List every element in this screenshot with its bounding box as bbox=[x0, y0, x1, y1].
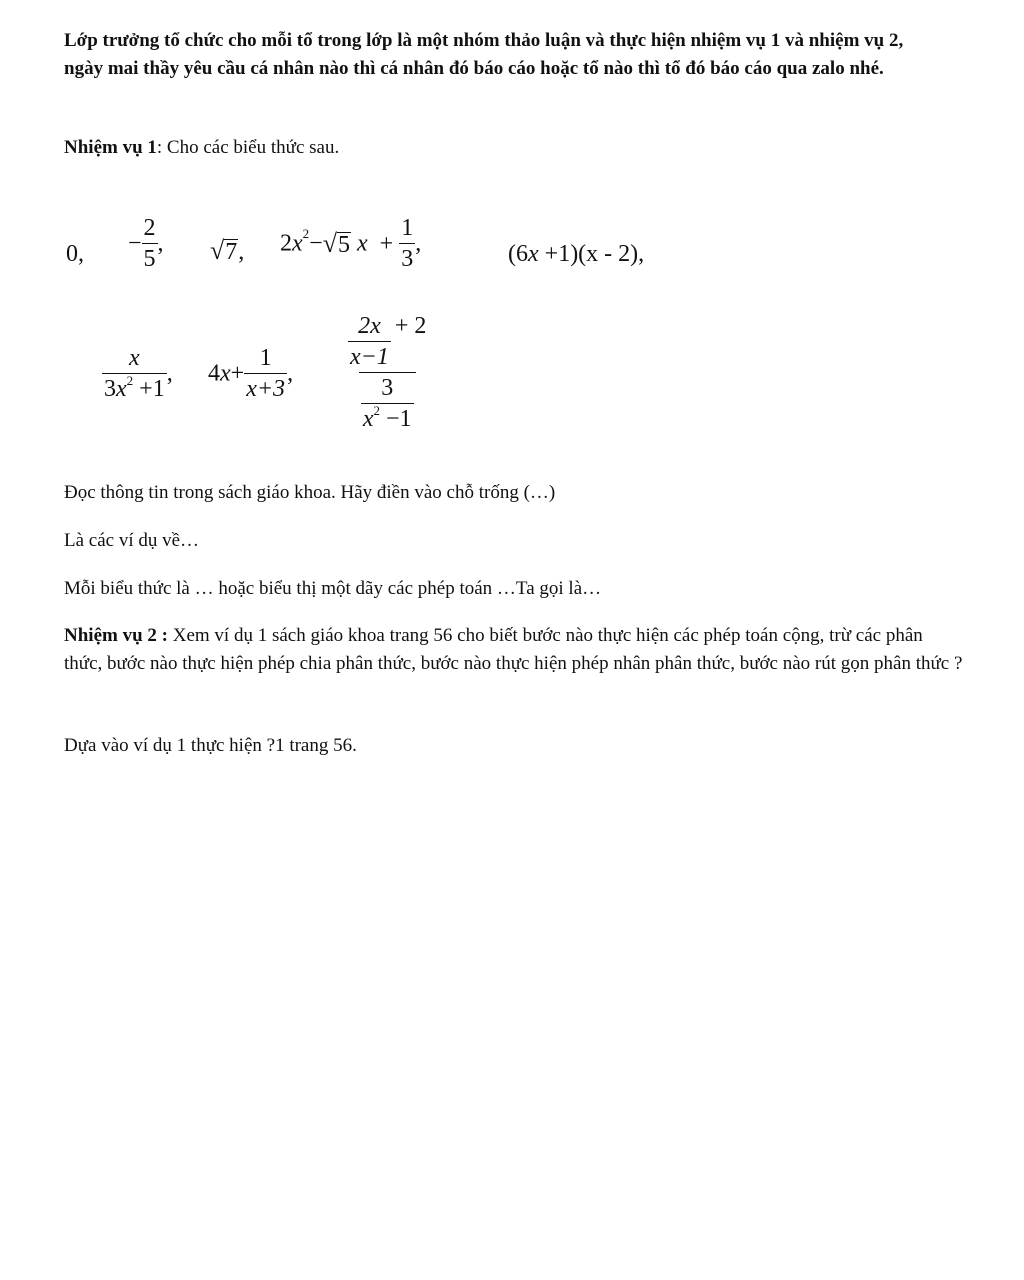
radical-icon: √ bbox=[322, 228, 337, 258]
fraction-numerator: 1 bbox=[259, 345, 272, 371]
fraction-denominator: 3 bbox=[399, 243, 415, 271]
var-x: x bbox=[356, 230, 368, 257]
var-x: x bbox=[292, 230, 303, 257]
sqrt-symbol bbox=[210, 238, 238, 264]
comma: , bbox=[238, 239, 245, 265]
fraction-3-over-x2minus1 bbox=[361, 376, 414, 431]
exponent: 2 bbox=[302, 226, 310, 242]
task-1-text: : Cho các biểu thức sau. bbox=[156, 137, 340, 158]
task-2-label: Nhiệm vụ 2 : bbox=[64, 625, 168, 646]
comma: , bbox=[415, 230, 422, 257]
fraction-2-5 bbox=[142, 216, 158, 271]
product-rest: +1)(x - 2), bbox=[538, 241, 645, 267]
fraction-1-3 bbox=[399, 216, 415, 271]
coef: 2 bbox=[280, 230, 292, 257]
comma: , bbox=[166, 360, 173, 387]
expr-rational-2 bbox=[208, 346, 293, 401]
expr-product bbox=[508, 242, 644, 266]
fraction-denominator: 5 bbox=[142, 243, 158, 271]
expr-rational-1 bbox=[102, 346, 173, 401]
task-2-paragraph bbox=[64, 622, 964, 678]
var-x: x bbox=[528, 241, 539, 267]
intro-paragraph: Lớp trưởng tổ chức cho mỗi tổ trong lớp là một nhóm thảo luận và thực hiện nhiệm vụ 1 và nhiệm vụ 2, ngày mai thầy yêu cầu cá nhân nào thì cá nhân đó báo cáo hoặc tổ nào thì tổ đó báo cáo qua zalo nhé. bbox=[64, 30, 904, 79]
comma: , bbox=[287, 360, 294, 387]
expr-zero: 0, bbox=[66, 241, 84, 267]
fraction-1-over-xplus3 bbox=[244, 346, 287, 401]
expr-neg-fraction bbox=[128, 216, 164, 271]
fraction-numerator: 3 bbox=[381, 375, 394, 401]
exponent: 2 bbox=[126, 373, 134, 388]
coef: 3 bbox=[104, 376, 116, 402]
radicand: 5 bbox=[337, 231, 350, 258]
expr-polynomial bbox=[280, 216, 421, 271]
task-1-heading bbox=[64, 134, 964, 162]
fraction-2x-over-xminus1 bbox=[348, 314, 391, 369]
examples-of-line: Là các ví dụ về… bbox=[64, 530, 200, 551]
plus-sign: + bbox=[379, 230, 394, 257]
coef: 4 bbox=[208, 360, 220, 387]
minus-sign: − bbox=[309, 230, 323, 257]
fraction-numerator: 1 bbox=[401, 215, 414, 241]
var-x: x bbox=[220, 360, 231, 387]
den-rest: +1 bbox=[133, 376, 165, 402]
each-expression-line: Mỗi biểu thức là … hoặc biểu thị một dãy các phép toán …Ta gọi là… bbox=[64, 578, 602, 599]
fraction-x-over-3x2plus1 bbox=[102, 346, 167, 401]
fraction-denominator: x−1 bbox=[348, 341, 391, 369]
expr-sqrt-7 bbox=[210, 238, 244, 264]
plus-sign: + bbox=[230, 360, 245, 387]
fraction-denominator bbox=[361, 403, 414, 431]
read-instruction: Đọc thông tin trong sách giáo khoa. Hãy điền vào chỗ trống (…) bbox=[64, 482, 556, 503]
fraction-denominator: x+3 bbox=[244, 373, 287, 401]
compound-fraction bbox=[346, 314, 428, 431]
fraction-numerator: 2 bbox=[143, 215, 156, 241]
task-1-label: Nhiệm vụ 1 bbox=[64, 137, 157, 158]
expr-compound-fraction bbox=[346, 314, 428, 431]
var-x: x bbox=[116, 376, 127, 402]
comma: , bbox=[157, 230, 164, 257]
exponent: 2 bbox=[373, 403, 380, 418]
fraction-denominator bbox=[102, 373, 167, 401]
based-on-line: Dựa vào ví dụ 1 thực hiện ?1 trang 56. bbox=[64, 735, 357, 756]
den-rest: −1 bbox=[380, 406, 412, 432]
product-open: (6 bbox=[508, 241, 528, 267]
radical-icon: √ bbox=[210, 236, 225, 265]
plus-two: + 2 bbox=[394, 313, 427, 339]
fraction-numerator: x bbox=[129, 345, 140, 371]
expr-neg-sign: − bbox=[128, 230, 142, 257]
compound-denominator bbox=[359, 372, 416, 431]
radicand: 7 bbox=[225, 239, 238, 265]
task-2-text: Xem ví dụ 1 sách giáo khoa trang 56 cho biết bước nào thực hiện các phép toán cộng, trừ các phân thức, bước nào thực hiện phép chia phân thức, bước nào thực hiện phép nhân phân thức, bước nào rút gọn phân thức ? bbox=[64, 625, 963, 674]
fraction-numerator: 2x bbox=[358, 313, 381, 339]
compound-numerator bbox=[346, 314, 428, 372]
sqrt-5 bbox=[322, 228, 351, 258]
var-x: x bbox=[362, 406, 374, 432]
